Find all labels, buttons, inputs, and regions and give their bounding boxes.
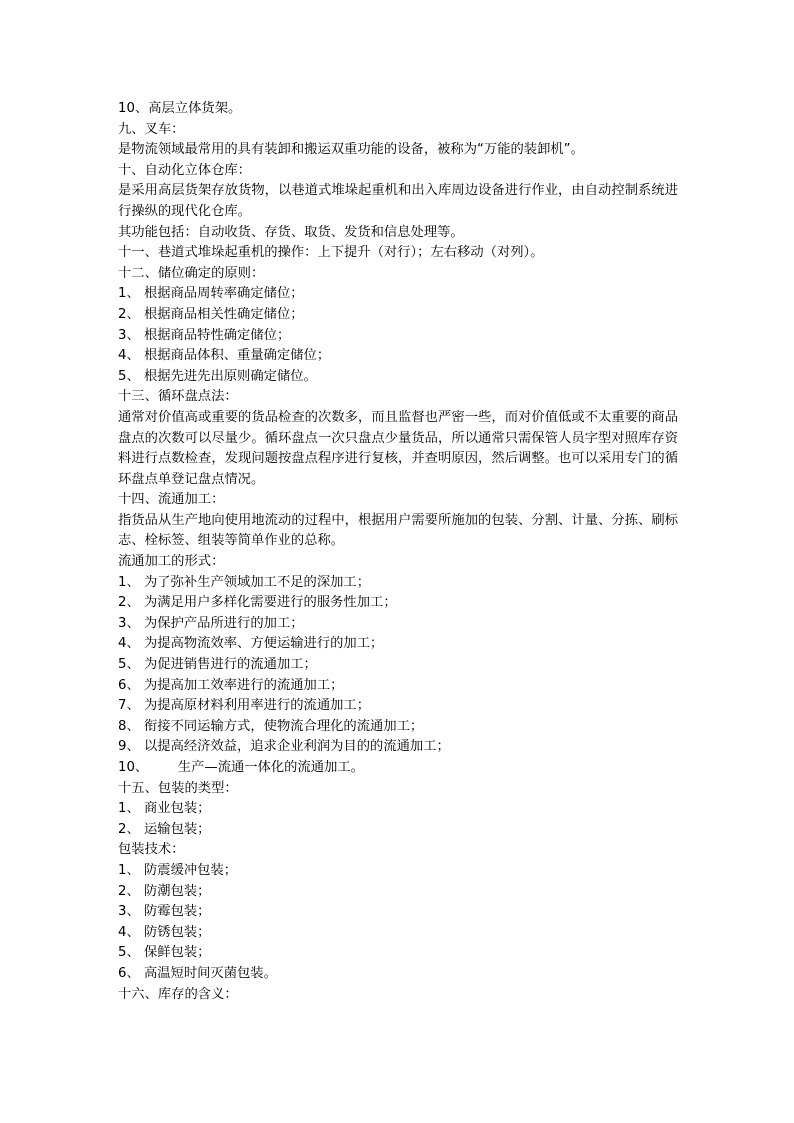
section-heading: 九、叉车： <box>118 121 185 137</box>
list-item: 4、 根据商品体积、重量确定储位； <box>118 348 331 364</box>
list-item: 2、 运输包装； <box>118 821 211 837</box>
paragraph: 指货品从生产地向使用地流动的过程中，根据用户需要所施加的包装、分割、计量、分拣、刷标志、栓标签、组装等简单作业的总称。 <box>118 512 678 549</box>
list-item: 3、 根据商品特性确定储位； <box>118 327 291 343</box>
paragraph: 是采用高层货架存放货物，以巷道式堆垛起重机和出入库周边设备进行作业，由自动控制系统进行操纵的现代化仓库。 <box>118 183 678 219</box>
list-item: 4、 为提高物流效率、方便运输进行的加工； <box>118 636 384 652</box>
section-heading: 十四、流通加工： <box>118 492 225 508</box>
list-item: 5、 为促进销售进行的流通加工； <box>118 657 317 673</box>
section-heading: 十六、库存的含义： <box>118 986 238 1002</box>
subheading: 包装技术： <box>118 842 185 858</box>
list-item: 4、 防锈包装； <box>118 924 211 940</box>
list-item: 6、 高温短时间灭菌包装。 <box>118 965 277 981</box>
list-item: 7、 为提高原材料利用率进行的流通加工； <box>118 698 371 714</box>
text-line: 是物流领域最常用的具有装卸和搬运双重功能的设备，被称为“万能的装卸机”。 <box>118 142 584 158</box>
list-item: 9、 以提高经济效益，追求企业利润为目的的流通加工； <box>118 739 450 755</box>
list-item: 1、 防震缓冲包装； <box>118 862 238 878</box>
section-heading: 十五、包装的类型： <box>118 780 238 796</box>
list-item: 3、 为保护产品所进行的加工； <box>118 615 304 631</box>
list-item: 5、 保鲜包装； <box>118 945 211 961</box>
list-item: 8、 衔接不同运输方式，使物流合理化的流通加工； <box>118 718 424 734</box>
list-item: 1、 为了弥补生产领域加工不足的深加工； <box>118 574 371 590</box>
list-item: 10、 生产—流通一体化的流通加工。 <box>118 760 364 775</box>
section-heading: 十三、循环盘点法： <box>118 389 238 405</box>
section-heading: 十、自动化立体仓库： <box>118 162 251 178</box>
section-heading: 十二、储位确定的原则： <box>118 265 265 281</box>
text-line: 其功能包括：自动收货、存货、取货、发货和信息处理等。 <box>118 224 464 240</box>
list-item: 2、 防潮包装； <box>118 883 211 899</box>
list-item: 2、 根据商品相关性确定储位； <box>118 306 304 322</box>
section-heading: 十一、巷道式堆垛起重机的操作：上下提升（对行）；左右移动（对列）。 <box>118 245 544 261</box>
list-item: 1、 商业包装； <box>118 801 211 817</box>
document-body <box>118 99 678 1005</box>
list-item: 2、 为满足用户多样化需要进行的服务性加工； <box>118 595 397 611</box>
list-item: 1、 根据商品周转率确定储位； <box>118 286 304 302</box>
text-line: 10、高层立体货架。 <box>118 101 242 116</box>
list-item: 3、 防霉包装； <box>118 904 211 920</box>
list-item: 5、 根据先进先出原则确定储位。 <box>118 368 317 384</box>
list-item: 6、 为提高加工效率进行的流通加工； <box>118 677 344 693</box>
paragraph: 通常对价值高或重要的货品检查的次数多，而且监督也严密一些，而对价值低或不太重要的商品盘点的次数可以尽量少。循环盘点一次只盘点少量货品，所以通常只需保管人员字型对照库存资料进行点数检查，发现问题按盘点程序进行复核，并查明原因，然后调整。也可以采用专门的循环盘点单登记盘点情况。 <box>118 409 678 487</box>
subheading: 流通加工的形式： <box>118 554 225 570</box>
